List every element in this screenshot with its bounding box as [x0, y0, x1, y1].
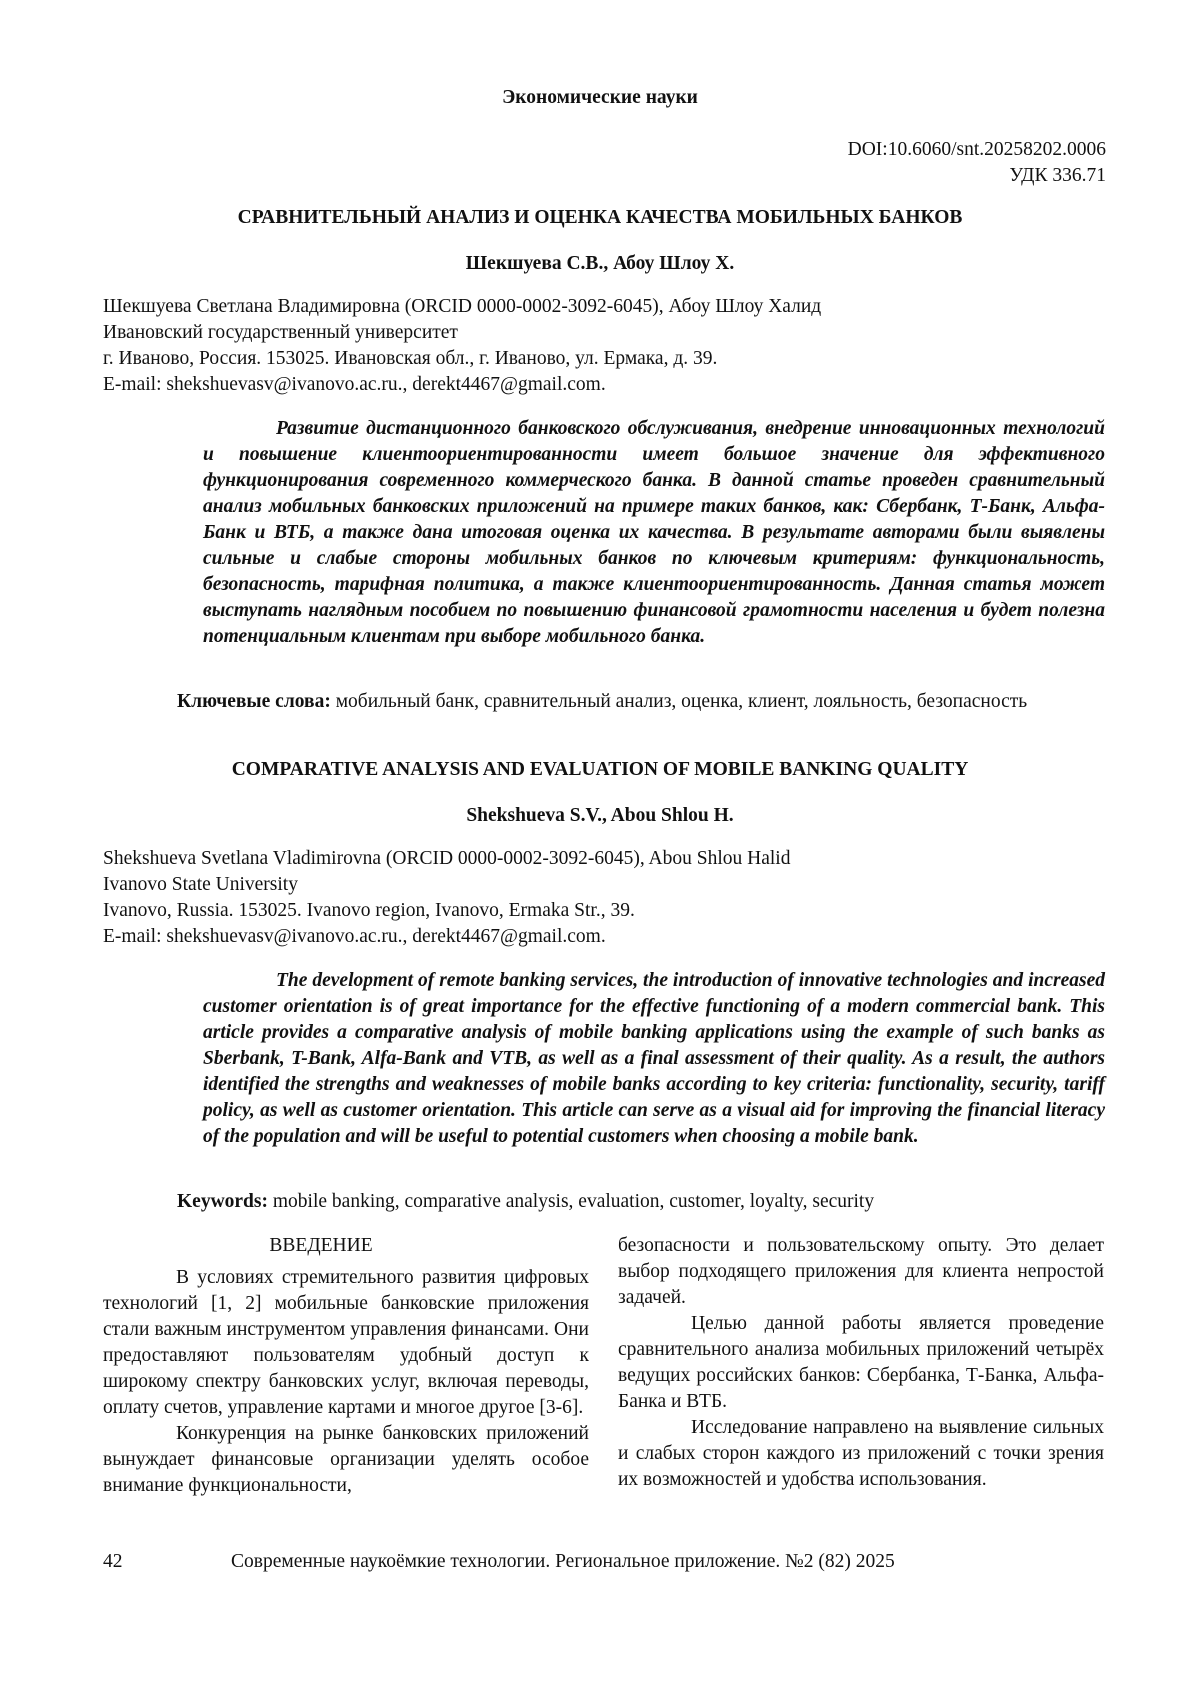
affiliation-en	[103, 846, 1103, 950]
page-number: 42	[103, 1551, 123, 1572]
keywords-ru	[103, 689, 1083, 715]
affiliation-ru	[103, 294, 1103, 398]
affiliation-ru-line: г. Иваново, Россия. 153025. Ивановская обл., г. Иваново, ул. Ермака, д. 39.	[103, 348, 718, 369]
affiliation-en-line: Shekshueva Svetlana Vladimirovna (ORCID 0000-0002-3092-6045), Abou Shlou Halid	[103, 848, 791, 869]
journal-name: Современные наукоёмкие технологии. Региональное приложение. №2 (82) 2025	[231, 1551, 895, 1572]
affiliation-ru-line: Шекшуева Светлана Владимировна (ORCID 0000-0002-3092-6045), Абоу Шлоу Халид	[103, 296, 822, 317]
body-paragraph: Целью данной работы является проведение сравнительного анализа мобильных приложений четырёх ведущих российских банков: Сбербанка, Т-Банка, Альфа-Банка и ВТБ.	[618, 1313, 1104, 1412]
authors-ru: Шекшуева С.В., Абоу Шлоу Х.	[465, 253, 735, 274]
body-column-right	[618, 1233, 1104, 1493]
abstract-en: The development of remote banking services, the introduction of innovative technologies and increased customer orientation is of great importance for the effective functioning of a modern commercial bank. This article provides a comparative analysis of mobile banking applications using the example of such banks as Sberbank, T-Bank, Alfa-Bank and VTB, as well as a final assessment of their quality. As a result, the authors identified the strengths and weaknesses of mobile banks according to key criteria: functionality, security, tariff policy, as well as customer orientation. This article can serve as a visual aid for improving the financial literacy of the population and will be useful to potential customers when choosing a mobile bank.	[203, 970, 1105, 1147]
intro-heading: ВВЕДЕНИЕ	[269, 1235, 373, 1256]
keywords-en-text: mobile banking, comparative analysis, evaluation, customer, loyalty, security	[268, 1191, 875, 1212]
udk: УДК 336.71	[1009, 165, 1106, 186]
affiliation-ru-line: Ивановский государственный университет	[103, 322, 458, 343]
keywords-ru-label: Ключевые слова:	[177, 691, 331, 712]
abstract-ru: Развитие дистанционного банковского обслуживания, внедрение инновационных технологий и повышение клиентоориентированности имеет большое значение для эффективного функционирования современного коммерческого банка. В данной статье проведен сравнительный анализ мобильных банковских приложений на примере таких банков, как: Сбербанк, Т-Банк, Альфа-Банк и ВТБ, а также дана итоговая оценка их качества. В результате авторами были выявлены сильные и слабые стороны мобильных банков по ключевым критериям: функциональность, безопасность, тарифная политика, а также клиентоориентированность. Данная статья может выступать наглядным пособием по повышению финансовой грамотности населения и будет полезна потенциальным клиентам при выборе мобильного банка.	[203, 418, 1105, 647]
body-paragraph: Конкуренция на рынке банковских приложений вынуждает финансовые организации уделять особое внимание функциональности,	[103, 1423, 589, 1496]
title-en: COMPARATIVE ANALYSIS AND EVALUATION OF MOBILE BANKING QUALITY	[231, 759, 969, 780]
title-ru: СРАВНИТЕЛЬНЫЙ АНАЛИЗ И ОЦЕНКА КАЧЕСТВА МОБИЛЬНЫХ БАНКОВ	[237, 207, 963, 228]
doi-block	[848, 137, 1106, 189]
body-paragraph: В условиях стремительного развития цифровых технологий [1, 2] мобильные банковские приложения стали важным инструментом управления финансами. Они предоставляют пользователям удобный доступ к широкому спектру банковских услуг, включая переводы, оплату счетов, управление картами и многое другое [3-6].	[103, 1267, 589, 1418]
keywords-en	[177, 1189, 1107, 1215]
doi[interactable]: DOI:10.6060/snt.20258202.0006	[847, 139, 1106, 160]
affiliation-ru-email[interactable]: E-mail: shekshuevasv@ivanovo.ac.ru., derekt4467@gmail.com.	[103, 374, 606, 395]
affiliation-en-line: Ivanovo, Russia. 153025. Ivanovo region, Ivanovo, Ermaka Str., 39.	[103, 900, 635, 921]
keywords-en-label: Keywords:	[177, 1191, 268, 1212]
affiliation-en-email[interactable]: E-mail: shekshuevasv@ivanovo.ac.ru., derekt4467@gmail.com.	[103, 926, 606, 947]
body-paragraph: Исследование направлено на выявление сильных и слабых сторон каждого из приложений с точки зрения их возможностей и удобства использования.	[618, 1417, 1104, 1490]
authors-en: Shekshueva S.V., Abou Shlou H.	[466, 805, 734, 826]
keywords-ru-text: мобильный банк, сравнительный анализ, оценка, клиент, лояльность, безопасность	[330, 691, 1028, 712]
affiliation-en-line: Ivanovo State University	[103, 874, 298, 895]
body-paragraph: безопасности и пользовательскому опыту. Это делает выбор подходящего приложения для клиента непростой задачей.	[618, 1235, 1104, 1308]
body-column-left	[103, 1233, 589, 1499]
section-heading: Экономические науки	[502, 87, 698, 108]
